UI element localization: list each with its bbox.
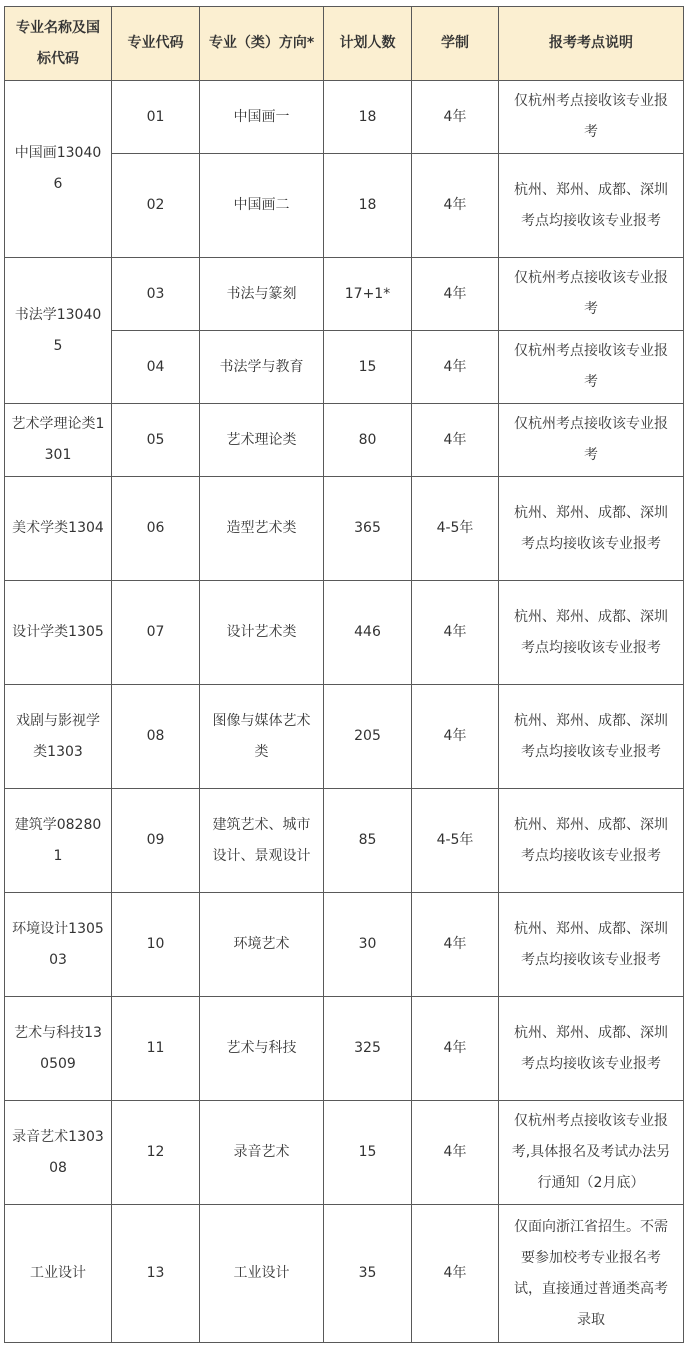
cell-major: 中国画130406 — [5, 81, 112, 258]
header-direction: 专业（类）方向* — [200, 7, 324, 81]
cell-years: 4年 — [412, 154, 499, 258]
cell-years: 4-5年 — [412, 789, 499, 893]
header-duration: 学制 — [412, 7, 499, 81]
table-row — [5, 893, 684, 997]
cell-direction: 中国画一 — [200, 81, 324, 154]
cell-years: 4年 — [412, 581, 499, 685]
cell-code: 05 — [112, 404, 200, 477]
table-row — [5, 997, 684, 1101]
cell-direction: 图像与媒体艺术类 — [200, 685, 324, 789]
cell-code: 03 — [112, 258, 200, 331]
cell-years: 4-5年 — [412, 477, 499, 581]
cell-direction: 建筑艺术、城市设计、景观设计 — [200, 789, 324, 893]
cell-major: 艺术学理论类1301 — [5, 404, 112, 477]
cell-code: 04 — [112, 331, 200, 404]
header-major-name-code: 专业名称及国标代码 — [5, 7, 112, 81]
enrollment-plan-table-container — [4, 6, 684, 1343]
cell-major: 环境设计130503 — [5, 893, 112, 997]
cell-code: 13 — [112, 1205, 200, 1343]
cell-code: 10 — [112, 893, 200, 997]
cell-direction: 录音艺术 — [200, 1101, 324, 1205]
table-row — [5, 477, 684, 581]
cell-years: 4年 — [412, 404, 499, 477]
cell-note: 杭州、郑州、成都、深圳考点均接收该专业报考 — [499, 477, 684, 581]
cell-note: 杭州、郑州、成都、深圳考点均接收该专业报考 — [499, 581, 684, 685]
cell-code: 01 — [112, 81, 200, 154]
cell-major: 艺术与科技130509 — [5, 997, 112, 1101]
cell-note: 杭州、郑州、成都、深圳考点均接收该专业报考 — [499, 893, 684, 997]
cell-count: 446 — [324, 581, 412, 685]
table-row — [5, 258, 684, 331]
cell-note: 仅杭州考点接收该专业报考,具体报名及考试办法另行通知（2月底） — [499, 1101, 684, 1205]
cell-note: 仅杭州考点接收该专业报考 — [499, 404, 684, 477]
cell-years: 4年 — [412, 1101, 499, 1205]
table-row — [5, 1205, 684, 1343]
cell-count: 15 — [324, 331, 412, 404]
cell-code: 06 — [112, 477, 200, 581]
cell-count: 17+1* — [324, 258, 412, 331]
cell-years: 4年 — [412, 258, 499, 331]
cell-major: 建筑学082801 — [5, 789, 112, 893]
cell-years: 4年 — [412, 893, 499, 997]
cell-direction: 工业设计 — [200, 1205, 324, 1343]
cell-direction: 造型艺术类 — [200, 477, 324, 581]
cell-code: 02 — [112, 154, 200, 258]
cell-count: 15 — [324, 1101, 412, 1205]
cell-count: 35 — [324, 1205, 412, 1343]
cell-direction: 艺术理论类 — [200, 404, 324, 477]
cell-note: 仅面向浙江省招生。不需要参加校考专业报名考试，直接通过普通类高考录取 — [499, 1205, 684, 1343]
header-plan-count: 计划人数 — [324, 7, 412, 81]
cell-direction: 环境艺术 — [200, 893, 324, 997]
table-row — [5, 685, 684, 789]
cell-direction: 艺术与科技 — [200, 997, 324, 1101]
cell-years: 4年 — [412, 331, 499, 404]
table-header-row — [5, 7, 684, 81]
table-row — [5, 581, 684, 685]
cell-major: 录音艺术130308 — [5, 1101, 112, 1205]
table-row — [5, 404, 684, 477]
cell-major: 工业设计 — [5, 1205, 112, 1343]
cell-code: 12 — [112, 1101, 200, 1205]
table-row — [5, 1101, 684, 1205]
cell-count: 18 — [324, 154, 412, 258]
cell-count: 85 — [324, 789, 412, 893]
cell-major: 戏剧与影视学类1303 — [5, 685, 112, 789]
cell-major: 书法学130405 — [5, 258, 112, 404]
cell-code: 08 — [112, 685, 200, 789]
cell-major: 美术学类1304 — [5, 477, 112, 581]
cell-code: 09 — [112, 789, 200, 893]
cell-direction: 设计艺术类 — [200, 581, 324, 685]
enrollment-plan-table — [4, 6, 684, 1343]
cell-count: 30 — [324, 893, 412, 997]
cell-note: 杭州、郑州、成都、深圳考点均接收该专业报考 — [499, 789, 684, 893]
cell-years: 4年 — [412, 81, 499, 154]
cell-years: 4年 — [412, 1205, 499, 1343]
cell-count: 365 — [324, 477, 412, 581]
header-exam-site-note: 报考考点说明 — [499, 7, 684, 81]
cell-years: 4年 — [412, 685, 499, 789]
table-row — [5, 789, 684, 893]
cell-major: 设计学类1305 — [5, 581, 112, 685]
cell-code: 07 — [112, 581, 200, 685]
cell-note: 杭州、郑州、成都、深圳考点均接收该专业报考 — [499, 685, 684, 789]
cell-note: 仅杭州考点接收该专业报考 — [499, 81, 684, 154]
cell-direction: 书法与篆刻 — [200, 258, 324, 331]
cell-count: 80 — [324, 404, 412, 477]
cell-direction: 书法学与教育 — [200, 331, 324, 404]
table-row — [5, 81, 684, 154]
cell-code: 11 — [112, 997, 200, 1101]
cell-direction: 中国画二 — [200, 154, 324, 258]
cell-note: 仅杭州考点接收该专业报考 — [499, 331, 684, 404]
cell-years: 4年 — [412, 997, 499, 1101]
cell-note: 仅杭州考点接收该专业报考 — [499, 258, 684, 331]
cell-count: 205 — [324, 685, 412, 789]
cell-note: 杭州、郑州、成都、深圳考点均接收该专业报考 — [499, 997, 684, 1101]
cell-note: 杭州、郑州、成都、深圳考点均接收该专业报考 — [499, 154, 684, 258]
cell-count: 18 — [324, 81, 412, 154]
cell-count: 325 — [324, 997, 412, 1101]
header-major-id: 专业代码 — [112, 7, 200, 81]
